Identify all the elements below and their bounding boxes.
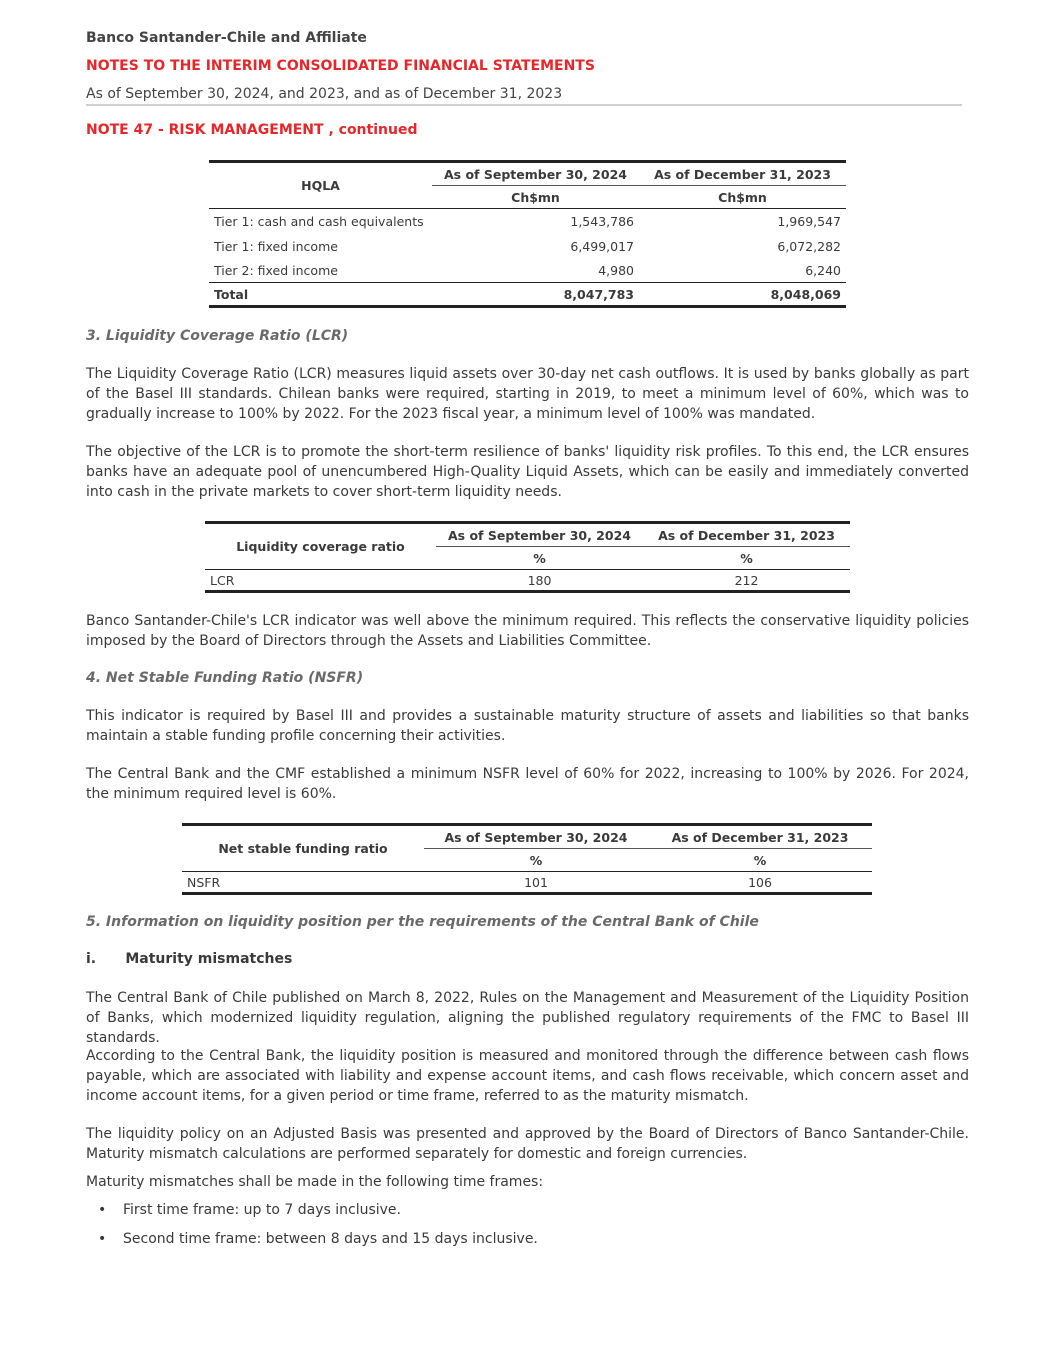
lcr-col2-header: As of December 31, 2023 [643,523,850,547]
total-value: 8,047,783 [563,286,634,302]
section-5-paragraph-4: Maturity mismatches shall be made in the following time frames: [86,1174,544,1190]
note-title: NOTE 47 - RISK MANAGEMENT , continued [86,122,418,138]
time-frame-list [86,1200,538,1258]
section-5-heading: 5. Information on liquidity position per the requirements of the Central Bank of Chile [86,914,759,930]
section-3-paragraph-3: Banco Santander-Chile's LCR indicator was well above the minimum required. This reflects the conservative liquidity policies imposed by the Board of Directors through the Assets and Liabilities Committee. [86,613,969,649]
hqla-row-header: HQLA [209,162,432,209]
bullet-icon: • [98,1202,107,1218]
table-row [209,209,846,234]
header-divider [86,104,962,106]
nsfr-col1-header: As of September 30, 2024 [424,825,648,849]
lcr-table [205,521,850,593]
section-4-heading: 4. Net Stable Funding Ratio (NSFR) [86,670,364,686]
section-5-paragraph-3: The liquidity policy on an Adjusted Basis was presented and approved by the Board of Directors of Banco Santander-Chile. Maturity mismatch calculations are performed separately for domestic and foreign currencies. [86,1126,969,1162]
bullet-icon: • [98,1231,107,1247]
nsfr-col2-header: As of December 31, 2023 [648,825,872,849]
list-item-text: Second time frame: between 8 days and 15 days inclusive. [123,1231,538,1247]
row-label: Tier 2: fixed income [214,262,338,278]
row-value: 106 [748,874,772,890]
row-value: 6,072,282 [777,238,841,254]
nsfr-table [182,823,872,895]
total-value: 8,048,069 [770,286,841,302]
company-name: Banco Santander-Chile and Affiliate [86,30,367,46]
lcr-col1-header: As of September 30, 2024 [436,523,643,547]
row-value: 180 [527,572,552,588]
lcr-col1-unit: % [533,550,546,566]
section-3-heading: 3. Liquidity Coverage Ratio (LCR) [86,328,349,344]
section-3-paragraph-1: The Liquidity Coverage Ratio (LCR) measures liquid assets over 30-day net cash outflows. It is used by banks globally as part of the Basel III standards. Chilean banks were required, starting in 2019, to meet a minimum level of 60%, which was to gradually increase to 100% by 2022. For the 2023 fiscal year, a minimum level of 100% was mandated. [86,366,969,422]
table-row [209,234,846,259]
section-5-paragraph-1: The Central Bank of Chile published on March 8, 2022, Rules on the Management and Measurement of the Liquidity Position of Banks, which modernized liquidity regulation, aligning the published regulatory requirements of the FMC to Basel III standards. [86,990,969,1046]
nsfr-col1-unit: % [529,852,543,868]
row-value: 101 [524,874,548,890]
maturity-mismatches-heading: i. Maturity mismatches [86,951,293,967]
hqla-table [209,160,846,308]
row-value: 6,240 [805,262,841,278]
row-value: 6,499,017 [570,238,634,254]
lcr-col2-unit: % [740,550,753,566]
list-item [86,1200,538,1229]
hqla-col1-unit: Ch$mn [511,189,560,205]
row-value: 4,980 [598,262,634,278]
row-label: LCR [210,572,235,588]
hqla-col2-header: As of December 31, 2023 [639,162,846,186]
total-row [209,283,846,307]
row-label: Tier 1: fixed income [214,238,338,254]
notes-title: NOTES TO THE INTERIM CONSOLIDATED FINANCIAL STATEMENTS [86,58,595,74]
section-4-paragraph-2: The Central Bank and the CMF established a minimum NSFR level of 60% for 2022, increasing to 100% by 2026. For 2024, the minimum required level is 60%. [86,766,969,802]
lcr-row-header: Liquidity coverage ratio [205,523,436,570]
section-5-paragraph-2: According to the Central Bank, the liquidity position is measured and monitored through the difference between cash flows payable, which are associated with liability and expense account items, and cash flows receivable, which concern asset and income account items, for a given period or time frame, referred to as the maturity mismatch. [86,1048,969,1104]
nsfr-row-header: Net stable funding ratio [182,825,424,872]
nsfr-col2-unit: % [753,852,767,868]
date-line: As of September 30, 2024, and 2023, and as of December 31, 2023 [86,86,563,102]
hqla-col2-unit: Ch$mn [718,189,767,205]
row-value: 1,543,786 [570,213,634,229]
table-row [182,872,872,894]
total-label: Total [214,286,249,302]
row-value: 212 [734,572,759,588]
section-4-paragraph-1: This indicator is required by Basel III and provides a sustainable maturity structure of assets and liabilities so that banks maintain a stable funding profile concerning their activities. [86,708,969,744]
table-row [209,259,846,283]
list-item-text: First time frame: up to 7 days inclusive. [123,1202,401,1218]
hqla-col1-header: As of September 30, 2024 [432,162,639,186]
row-label: NSFR [187,874,221,890]
row-value: 1,969,547 [777,213,841,229]
list-item [86,1229,538,1258]
row-label: Tier 1: cash and cash equivalents [214,213,424,229]
section-3-paragraph-2: The objective of the LCR is to promote the short-term resilience of banks' liquidity risk profiles. To this end, the LCR ensures banks have an adequate pool of unencumbered High-Quality Liquid Assets, which can be easily and immediately converted into cash in the private markets to cover short-term liquidity needs. [86,444,969,500]
table-row [205,570,850,592]
